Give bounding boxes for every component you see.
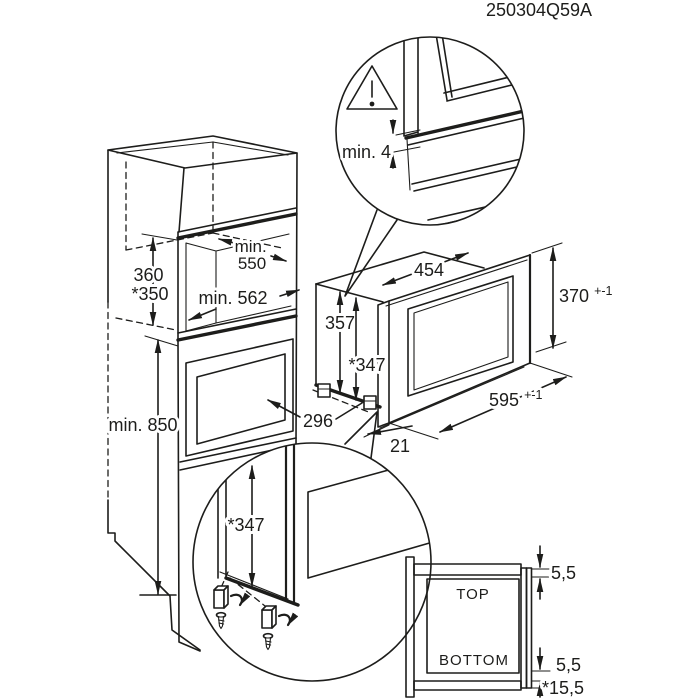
plinth-height-dim: min. 850 bbox=[108, 415, 178, 435]
front-width-dim: 595 $^{+-1}$ bbox=[489, 388, 543, 410]
niche-height-dim: 360 *350 bbox=[131, 265, 169, 304]
body-height-dim: 357 bbox=[324, 313, 356, 333]
foot-inset-dim: 21 bbox=[389, 436, 411, 456]
lower-offset-dim: 296 bbox=[302, 411, 334, 431]
bottom-label: BOTTOM bbox=[439, 652, 509, 669]
spacer-block-icon bbox=[262, 606, 276, 628]
niche-depth-dim: min. 562 bbox=[198, 288, 268, 308]
top-overlap-dim: 5,5 bbox=[551, 563, 577, 583]
bottom-overlap-dim: 5,5 bbox=[556, 655, 582, 675]
drawing-number: 250304Q59A bbox=[485, 0, 593, 20]
body-width-dim: 454 bbox=[413, 260, 445, 280]
min-gap-dim: min. 4 bbox=[341, 142, 391, 162]
foot-detail-height-dim: *347 bbox=[227, 515, 265, 535]
top-label: TOP bbox=[456, 586, 490, 603]
spacer-block-icon bbox=[214, 586, 228, 608]
appliance-dimensions bbox=[268, 243, 613, 456]
gap-detail-callout bbox=[336, 34, 534, 296]
bottom-total-dim: *15,5 bbox=[542, 678, 585, 698]
body-height-alt-dim: *347 bbox=[348, 355, 386, 375]
side-section-detail bbox=[406, 546, 584, 698]
front-height-dim: 370 $^{+-1}$ bbox=[559, 284, 613, 306]
niche-width-dim: min. 550 bbox=[234, 237, 267, 273]
